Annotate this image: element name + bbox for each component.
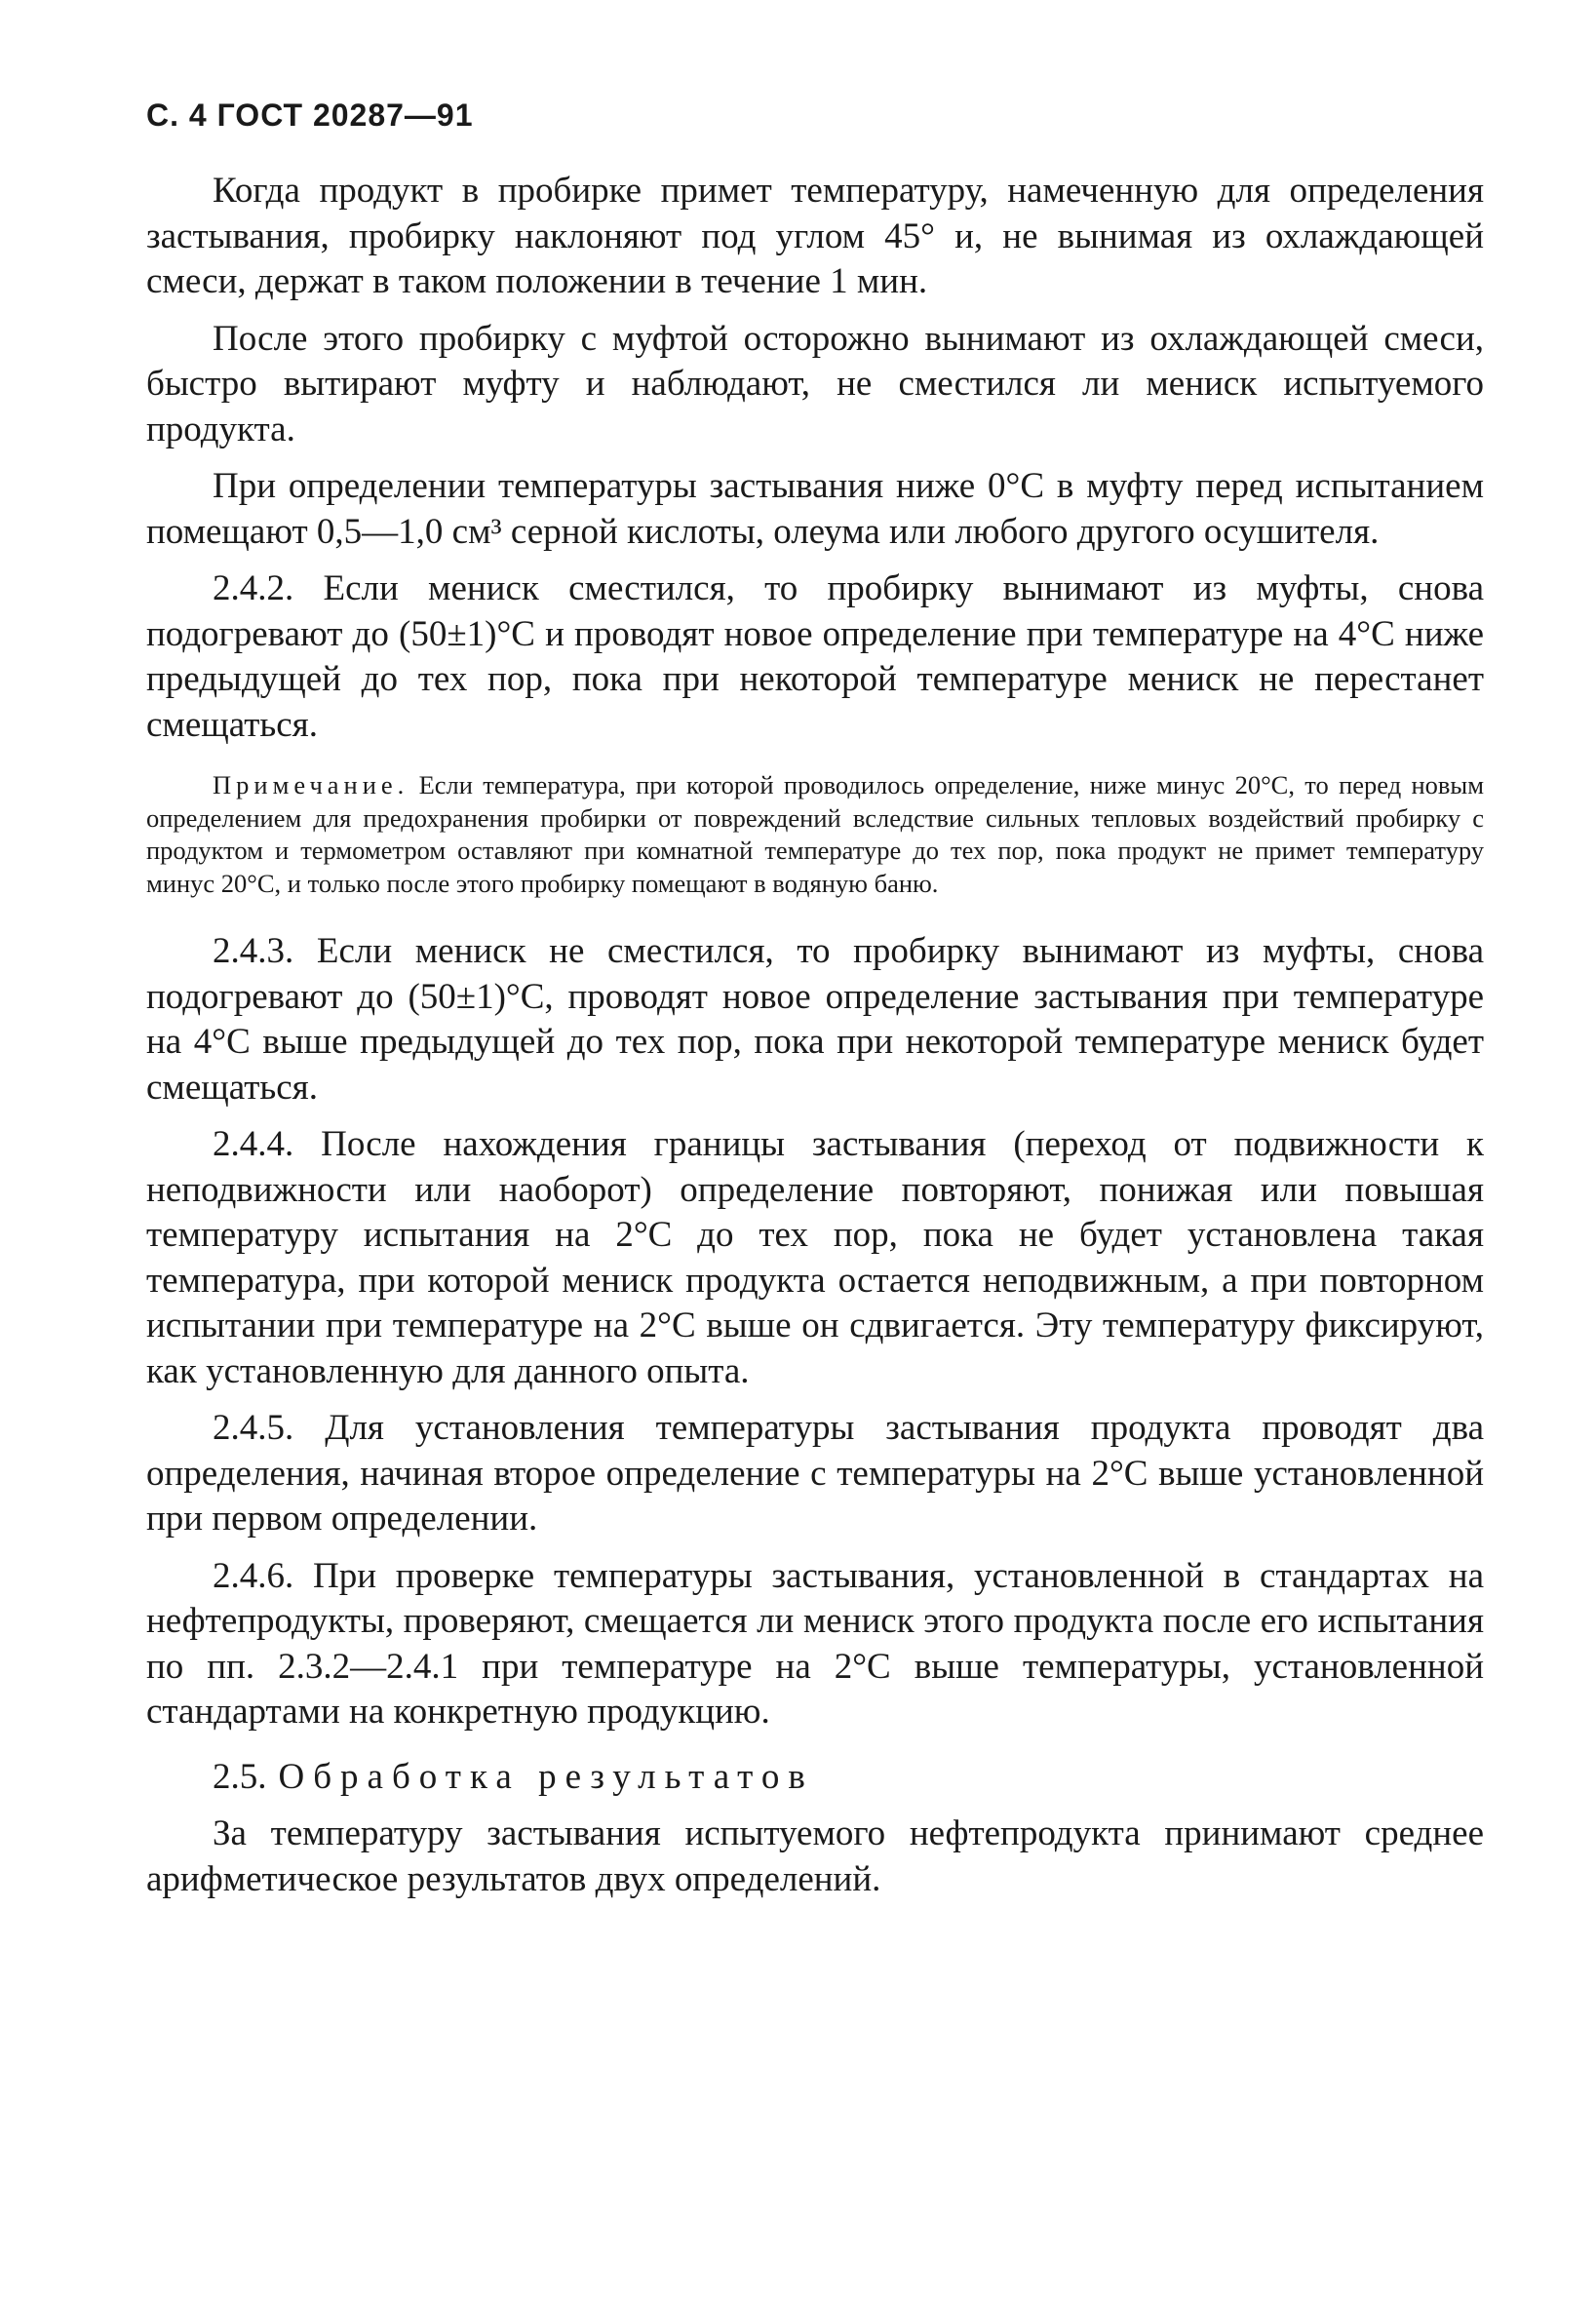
paragraph-remove-tube: После этого пробирку с муфтой осторожно вынимают из охлаждающей смеси, быстро вытирают муфту и наблюдают, не сместился ли мениск испытуемого продукта. (146, 318, 1484, 449)
paragraph-2-4-4: 2.4.4. После нахождения границы застывания (переход от подвижности к неподвижности или наоборот) определение повторяют, понижая или повышая температуру испытания на 2°С до тех пор, пока не будет установлена такая температура, при которой мениск продукта остается неподвижным, а при повторном испытании при температуре на 2°С выше он сдвигается. Эту температуру фиксируют, как установленную для данного опыта. (146, 1124, 1484, 1391)
section-number: 2.5. (213, 1756, 267, 1797)
paragraph-2-4-2: 2.4.2. Если мениск сместился, то пробирку вынимают из муфты, снова подогревают до (50±1)°С и проводят новое определение при температуре на 4°С ниже предыдущей до тех пор, пока при некоторой температуре мениск не перестанет смещаться. (146, 568, 1484, 745)
document-page (146, 97, 1484, 1914)
paragraph-results: За температуру застывания испытуемого нефтепродукта принимают среднее арифметическое результатов двух определений. (146, 1813, 1484, 1899)
section-title: Обработка результатов (278, 1756, 814, 1797)
paragraph-2-4-6: 2.4.6. При проверке температуры застывания, установленной в стандартах на нефтепродукты, проверяют, смещается ли мениск этого продукта после его испытания по пп. 2.3.2—2.4.1 при температуре на 2°С выше температуры, установленной стандартами на конкретную продукцию. (146, 1555, 1484, 1732)
note-block (146, 769, 1484, 900)
section-heading (146, 1755, 1484, 1801)
note-label: Примечание. (213, 770, 409, 799)
running-head: С. 4 ГОСТ 20287—91 (146, 97, 474, 133)
paragraph-below-zero: При определении температуры застывания ниже 0°С в муфту перед испытанием помещают 0,5—1,0 см³ серной кислоты, олеума или любого другого осушителя. (146, 466, 1484, 552)
note-text: Если температура, при которой проводилось определение, ниже минус 20°С, то перед новым определением для предохранения пробирки от повреждений вследствие сильных тепловых воздействий пробирку с продуктом и термометром оставляют при комнатной температуре до тех пор, пока продукт не примет температуру минус 20°С, и только после этого пробирку помещают в водяную баню. (146, 770, 1485, 898)
paragraph-tilt-tube: Когда продукт в пробирке примет температуру, намеченную для определения застывания, пробирку наклоняют под углом 45° и, не вынимая из охлаждающей смеси, держат в таком положении в течение 1 мин. (146, 171, 1484, 301)
paragraph-2-4-3: 2.4.3. Если мениск не сместился, то пробирку вынимают из муфты, снова подогревают до (50±1)°С, проводят новое определение застывания при температуре на 4°С выше предыдущей до тех пор, пока при некоторой температуре мениск будет смещаться. (146, 931, 1484, 1108)
paragraph-2-4-5: 2.4.5. Для установления температуры застывания продукта проводят два определения, начиная второе определение с температуры на 2°С выше установленной при первом определении. (146, 1408, 1484, 1539)
